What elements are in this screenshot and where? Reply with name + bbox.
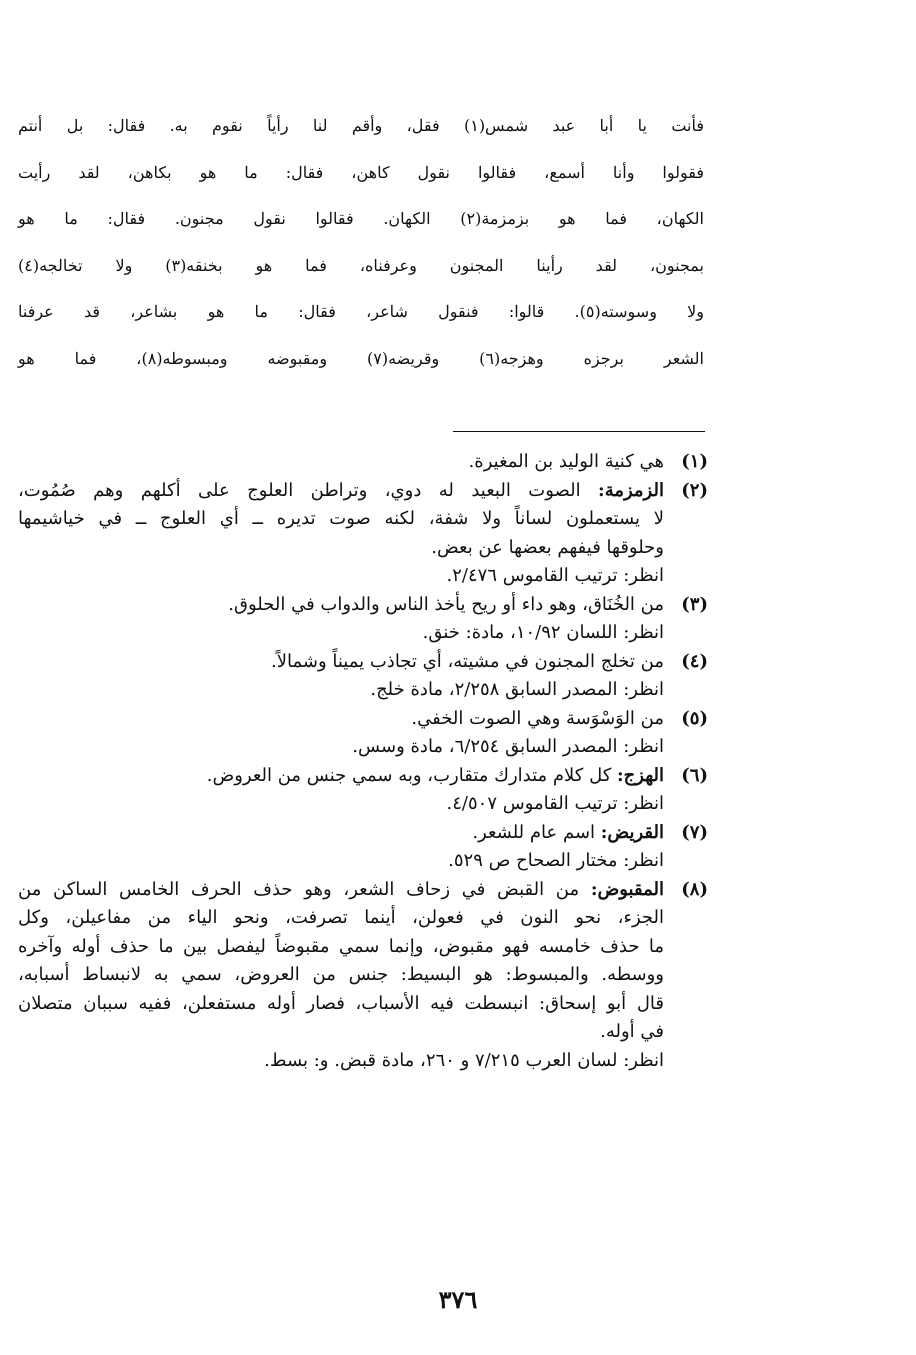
footnote-6 bbox=[18, 762, 708, 819]
footnote-separator bbox=[453, 431, 705, 432]
footnote-line: انظر: ترتيب القاموس ٤/٥٠٧. bbox=[446, 793, 664, 814]
footnote-line bbox=[18, 762, 664, 791]
footnote-term: الهزج: bbox=[617, 764, 664, 786]
footnote-line: وحلوقها فيفهم بعضها عن بعض. bbox=[431, 536, 664, 558]
footnote-2 bbox=[18, 477, 708, 591]
footnote-number: (٨) bbox=[681, 878, 708, 900]
main-text-line: بمجنون، لقد رأينا المجنون وعرفناه، فما هو بخنقه(٣) ولا تخالجه(٤) bbox=[18, 255, 704, 275]
footnote-line: انظر: ترتيب القاموس ٢/٤٧٦. bbox=[446, 565, 664, 586]
footnote-number: (٣) bbox=[681, 593, 708, 615]
footnote-7 bbox=[18, 819, 708, 876]
footnote-number: (٧) bbox=[681, 821, 708, 843]
page-number: ٣٧٦ bbox=[438, 1285, 478, 1314]
footnote-line: ووسطه. والمبسوط: هو البسيط: جنس من العروض، سمي به لانبساط أسبابه، bbox=[18, 964, 664, 985]
footnote-line: هي كنية الوليد بن المغيرة. bbox=[468, 451, 664, 472]
main-text-line: فقولوا وأنا أسمع، فقالوا نقول كاهن، فقال: ما هو بكاهن، لقد رأيت bbox=[18, 162, 704, 182]
footnote-line: انظر: اللسان ١٠/٩٢، مادة: خنق. bbox=[422, 622, 664, 643]
footnote-number: (٤) bbox=[681, 650, 708, 672]
footnote-term: المقبوض: bbox=[590, 878, 664, 900]
footnote-line: من الوَسْوَسة وهي الصوت الخفي. bbox=[411, 707, 664, 729]
footnote-line: انظر: مختار الصحاح ص ٥٢٩. bbox=[448, 850, 664, 871]
footnote-term: القريض: bbox=[600, 821, 664, 843]
footnotes bbox=[18, 448, 708, 1075]
footnote-term: الزمزمة: bbox=[598, 479, 664, 501]
main-text-line: الشعر برجزه وهزجه(٦) وقريضه(٧) ومقبوضه ومبسوطه(٨)، فما هو bbox=[18, 348, 705, 368]
footnote-4 bbox=[18, 648, 708, 705]
footnote-line: في أوله. bbox=[600, 1021, 664, 1042]
footnote-line: انظر: لسان العرب ٧/٢١٥ و ٢٦٠، مادة قبض. و: بسط. bbox=[264, 1049, 664, 1071]
footnote-line: انظر: المصدر السابق ٦/٢٥٤، مادة وسس. bbox=[352, 736, 664, 757]
main-text bbox=[18, 116, 704, 395]
footnote-number: (٢) bbox=[681, 479, 708, 501]
footnote-line: قال أبو إسحاق: انبسطت فيه الأسباب، فصار أوله مستفعلن، ففيه سببان متصلان bbox=[18, 992, 664, 1014]
footnote-line-text: الصوت البعيد له دوي، وتراطن العلوج على أكلهم وهم صُمُوت، bbox=[18, 479, 581, 501]
footnote-3 bbox=[18, 591, 708, 648]
footnote-line: لا يستعملون لساناً ولا شفة، لكنه صوت تديره ــ أي العلوج ــ في خياشيمها bbox=[18, 508, 664, 529]
footnote-line bbox=[18, 819, 664, 848]
footnote-line bbox=[18, 477, 664, 506]
footnote-line bbox=[18, 876, 664, 905]
footnote-line: ما حذف خامسه فهو مقبوض، وإنما سمي مقبوضاً ليفصل بين ما حذف أوله وآخره bbox=[18, 935, 664, 957]
footnote-1 bbox=[18, 448, 708, 477]
footnote-line: من الخُنَاق، وهو داء أو ريح يأخذ الناس والدواب في الحلوق. bbox=[228, 593, 664, 615]
footnote-line-text: اسم عام للشعر. bbox=[472, 821, 596, 843]
footnote-line-text: كل كلام متدارك متقارب، وبه سمي جنس من العروض. bbox=[206, 764, 612, 786]
footnote-number: (١) bbox=[681, 451, 708, 472]
main-text-line: ولا وسوسته(٥). قالوا: فنقول شاعر، فقال: ما هو بشاعر، قد عرفنا bbox=[18, 302, 705, 321]
footnote-line: من تخلج المجنون في مشيته، أي تجاذب يميناً وشمالاً. bbox=[271, 650, 664, 672]
footnote-number: (٥) bbox=[681, 707, 708, 729]
main-text-line: الكهان، فما هو بزمزمة(٢) الكهان. فقالوا نقول مجنون. فقال: ما هو bbox=[18, 209, 704, 228]
footnote-8 bbox=[18, 876, 708, 1076]
main-text-line: فأنت يا أبا عبد شمس(١) فقل، وأقم لنا رأياً نقوم به. فقال: بل أنتم bbox=[18, 116, 705, 135]
footnote-number: (٦) bbox=[681, 764, 708, 786]
footnote-line: الجزء، نحو النون في فعولن، أينما تصرفت، ونحو الياء من مفاعيلن، وكل bbox=[18, 907, 664, 928]
footnote-5 bbox=[18, 705, 708, 762]
footnote-line-text: من القبض في زحاف الشعر، وهو حذف الحرف الخامس الساكن من bbox=[18, 878, 580, 900]
footnote-line: انظر: المصدر السابق ٢/٢٥٨، مادة خلج. bbox=[370, 679, 664, 700]
